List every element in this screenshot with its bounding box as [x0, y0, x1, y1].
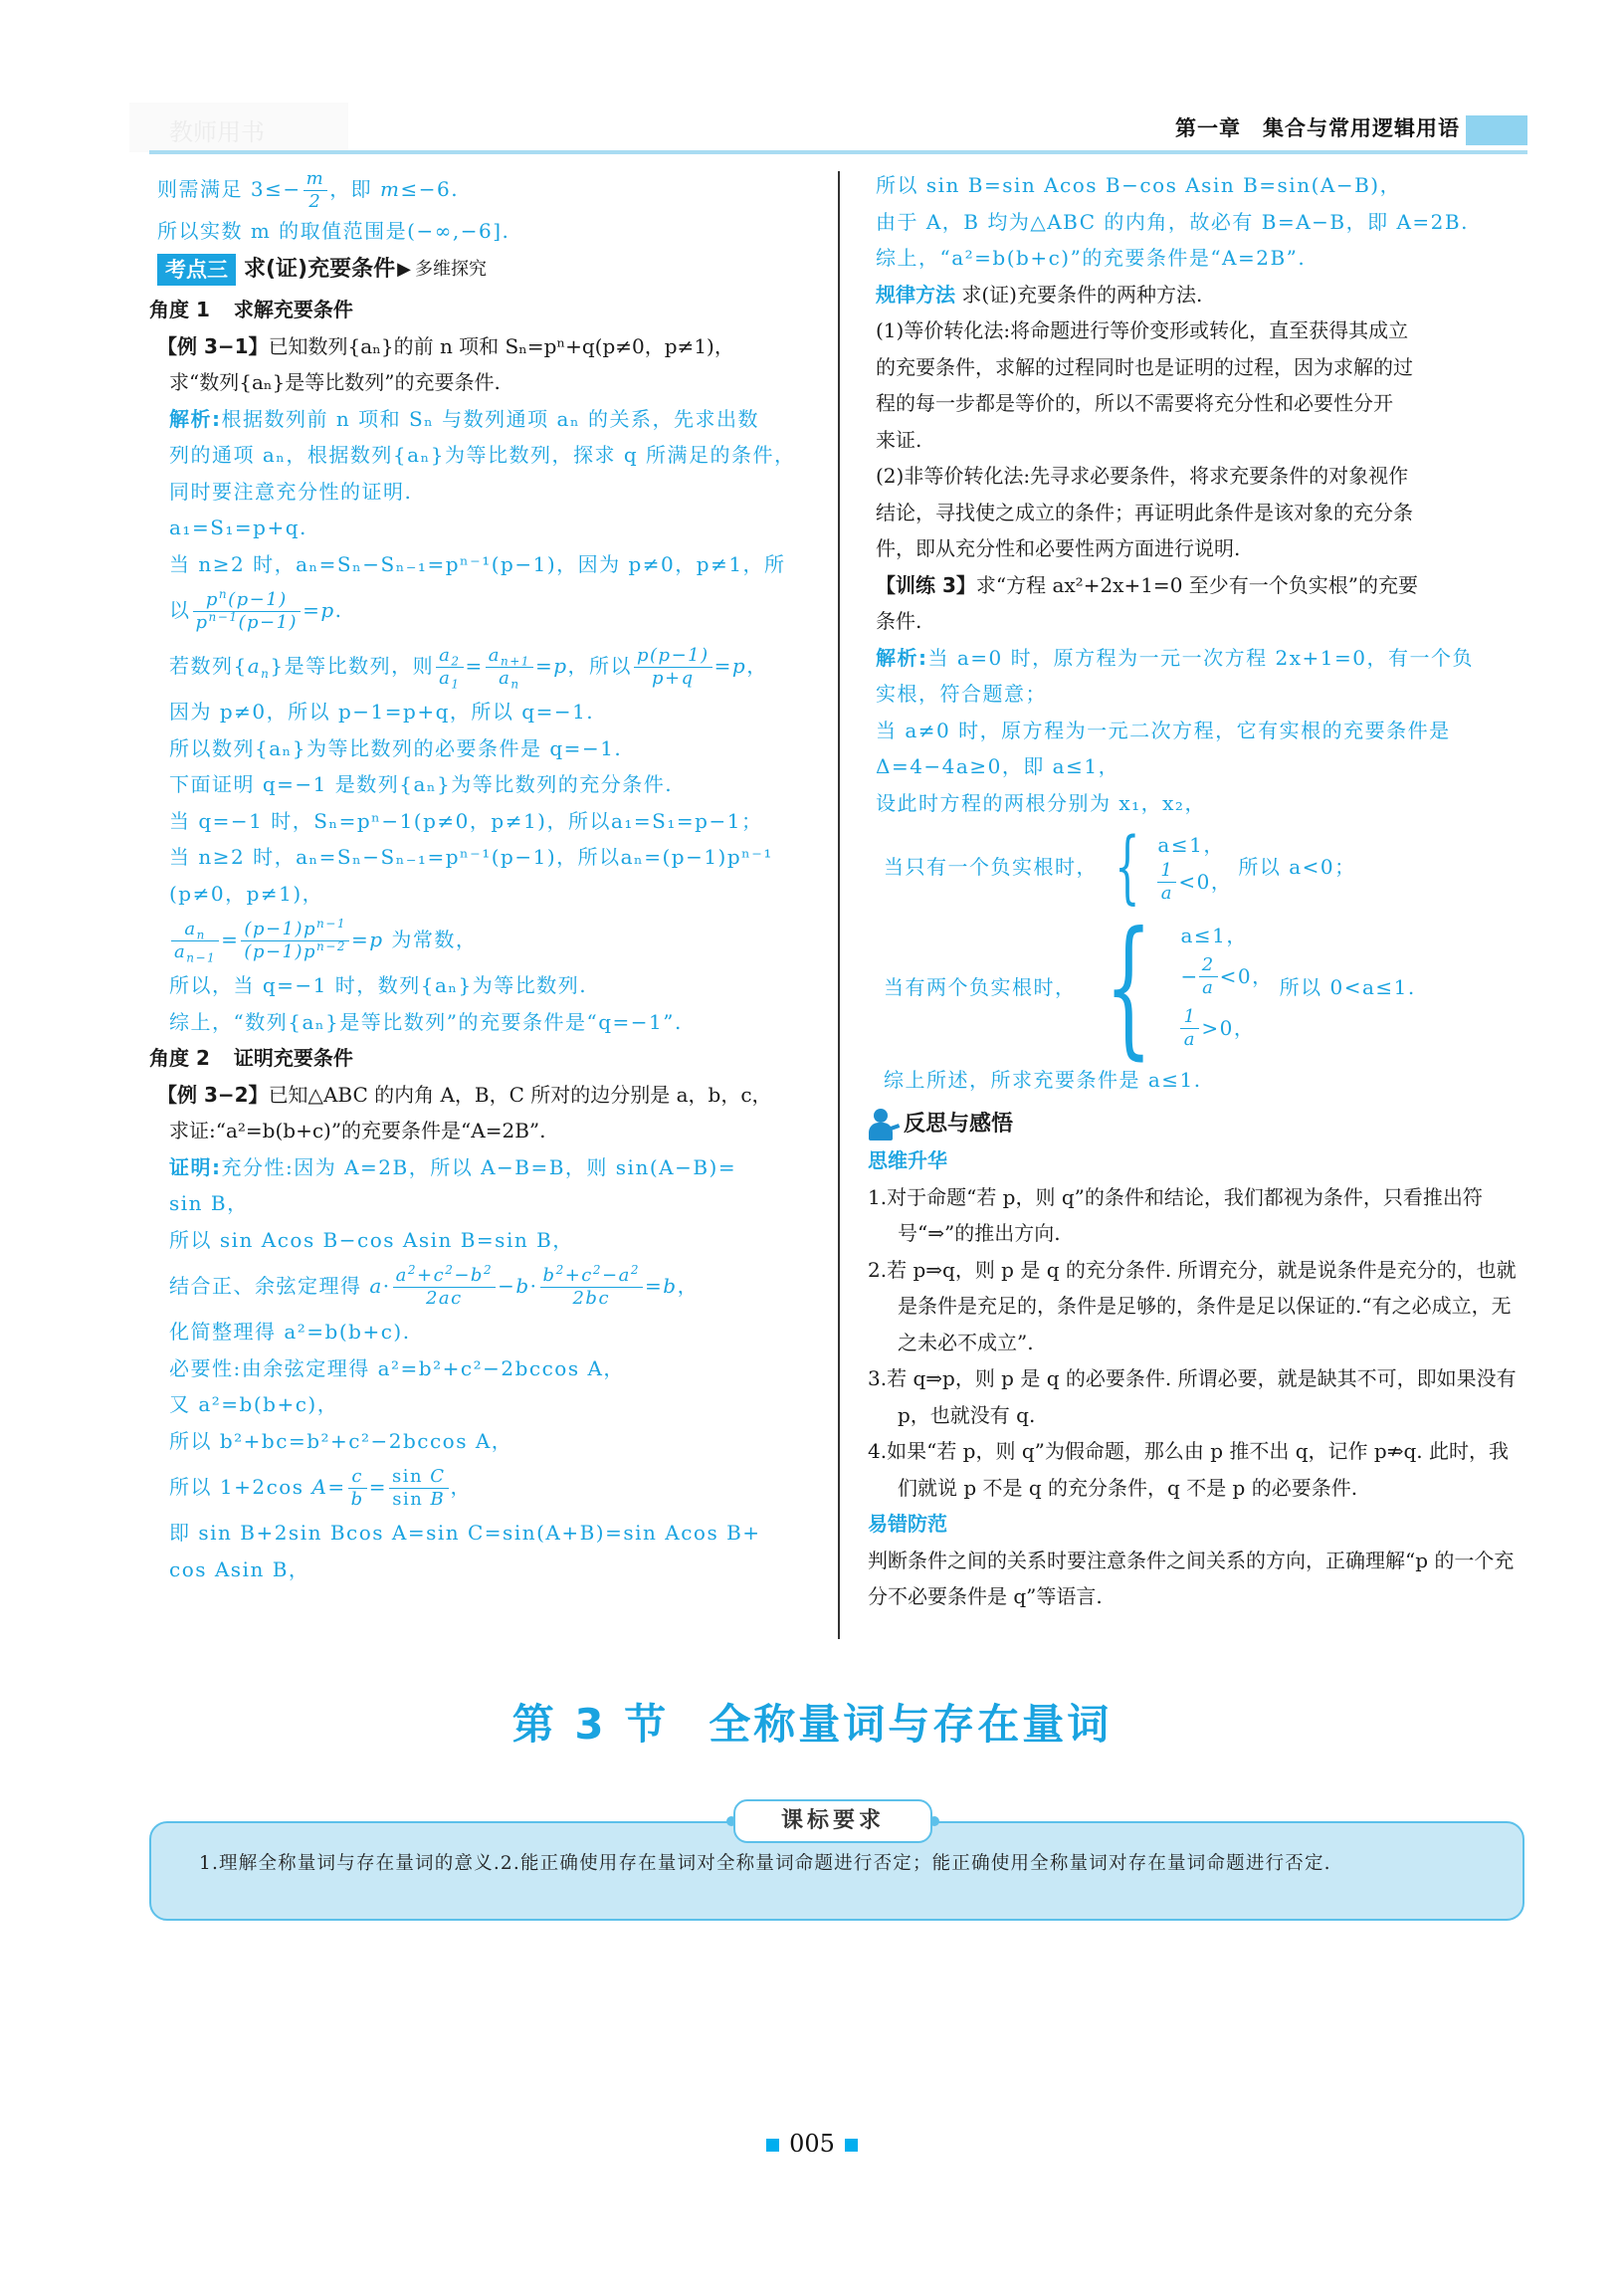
- continuation-line: 综上，“a²=b(b+c)”的充要条件是“A=2B”.: [876, 246, 1307, 270]
- example-1-q1: 已知数列{aₙ}的前 n 项和 Sₙ=pⁿ+q(p≠0，p≠1)，: [268, 333, 734, 358]
- reflection-item: [868, 1252, 1522, 1361]
- case-one-negative-root: [876, 821, 1522, 913]
- example-1-analysis: [157, 401, 814, 438]
- case-1-conditions: [1157, 830, 1232, 905]
- reflection-title: 反思与感悟: [904, 1111, 1014, 1137]
- angle-2-heading: [149, 1040, 814, 1077]
- training-conclusion: 综上所述，所求充要条件是 a≤1.: [884, 1068, 1202, 1092]
- continuation-line: 由于 A，B 均为△ABC 的内角，故必有 B=A−B，即 A=2B.: [876, 209, 1469, 234]
- proof-line-fraction: 结合正、余弦定理得 a· $\frac{a^2+c^2-b^2}{2ac}$ −b· $\frac{b^2+c^2-a^2}{2bc}$ =b，: [169, 1263, 700, 1309]
- continuation-line: 所以 sin B=sin Acos B−cos Asin B=sin(A−B)，: [876, 173, 1402, 197]
- method-line: 程的每一步都是等价的，所以不需要将充分性和必要性分开: [876, 391, 1393, 415]
- example-2-q1: 已知△ABC 的内角 A，B，C 所对的边分别是 a，b，c，: [268, 1082, 772, 1107]
- example-2-q2: 求证:“a²=b(b+c)”的充要条件是“A=2B”.: [169, 1119, 546, 1142]
- reflection-item: [868, 1179, 1522, 1252]
- case-2-result: 所以 0<a≤1.: [1279, 974, 1416, 999]
- method-title: 求(证)充要条件的两种方法.: [961, 282, 1203, 307]
- method-heading: [876, 277, 1522, 313]
- example-1-tag: 【例 3−1】: [157, 333, 269, 358]
- method-line: (1)等价转化法:将命题进行等价变形或转化，直至获得其成立: [876, 318, 1409, 342]
- training-tag: 【训练 3】: [876, 572, 976, 597]
- example-1-q2: 求“数列{aₙ}是等比数列”的充要条件.: [169, 370, 501, 394]
- angle-2-label: 角度 2: [149, 1046, 210, 1070]
- example-1-question: [157, 328, 814, 365]
- kaodian-badge: 考点三: [157, 254, 236, 286]
- proof-line: 必要性:由余弦定理得 a²=b²+c²−2bccos A，: [169, 1355, 625, 1380]
- pitfall-heading: 易错防范: [868, 1512, 947, 1536]
- thinking-heading: 思维升华: [868, 1148, 947, 1172]
- item-num: 1.: [868, 1184, 888, 1209]
- method-line: 件，即从充分性和必要性两方面进行说明.: [876, 536, 1241, 560]
- item-text: 如果“若 p，则 q”为假命题，那么由 p 推不出 q，记作 p⇏q. 此时，我们就说 p 不是 q 的充分条件，q 不是 p 的必要条件.: [887, 1439, 1509, 1500]
- analysis-line: 列的通项 aₙ，根据数列{aₙ}为等比数列，探求 q 所满足的条件，: [169, 443, 796, 467]
- proof-line-fraction: 所以 1+2cos A= $\frac{c}{b}$ = $\frac{\text{sin C}}{\text{sin B}}$ ，: [169, 1466, 473, 1510]
- solution-line: 下面证明 q=−1 是数列{aₙ}为等比数列的充分条件.: [169, 772, 674, 796]
- reflection-item: [868, 1360, 1522, 1433]
- example-2-tag: 【例 3−2】: [157, 1082, 269, 1107]
- training-line: 设此时方程的两根分别为 x₁，x₂，: [876, 790, 1206, 815]
- training-line: Δ=4−4a≥0，即 a≤1，: [876, 754, 1120, 778]
- kaodian-subtitle: 多维探究: [414, 258, 487, 280]
- intro-line-1: 则需满足 3≤− $\frac{m}{2}$ ，即 m≤−6.: [157, 168, 460, 212]
- pitfall-text: 判断条件之间的关系时要注意条件之间关系的方向，正确理解“p 的一个充分不必要条件是 q”等语言.: [868, 1548, 1515, 1608]
- training-line: 实根，符合题意；: [876, 682, 1047, 706]
- method-line: 的充要条件，求解的过程同时也是证明的过程，因为求解的过: [876, 354, 1413, 379]
- chapter-tab: [1466, 115, 1527, 145]
- section-title: [0, 1692, 1624, 1752]
- solution-line: 当 n≥2 时，aₙ=Sₙ−Sₙ₋₁=pⁿ⁻¹(p−1)，所以aₙ=(p−1)pⁿ⁻¹: [169, 845, 773, 869]
- training-line: 当 a≠0 时，原方程为一元二次方程，它有实根的充要条件是: [876, 718, 1451, 742]
- condition: a≤1，: [1180, 924, 1248, 947]
- proof-label: 证明:: [169, 1154, 222, 1179]
- method-line: (2)非等价转化法:先寻求必要条件，将求充要条件的对象视作: [876, 464, 1409, 488]
- training-question: [876, 567, 1522, 604]
- method-line: 结论，寻找使之成立的条件；再证明此条件是该对象的充分条: [876, 500, 1413, 524]
- section-name: 全称量词与存在量词: [709, 1700, 1113, 1749]
- curriculum-text: 1.理解全称量词与存在量词的意义.2.能正确使用存在量词对全称量词命题进行否定；能正确使用全称量词对存在量词命题进行否定.: [199, 1853, 1331, 1874]
- solution-line-fraction: 若数列$\{a_n\}$是等比数列，则 $\frac{a_2}{a_1}$ = $\frac{a_{n+1}}{a_n}$ =p，所以 $\frac{p(p-1)}{p+q}$ =p，: [169, 645, 768, 692]
- solution-line: (p≠0，p≠1)，: [169, 881, 324, 906]
- proof-line: cos Asin B，: [169, 1556, 310, 1581]
- item-text: 若 q⇒p，则 p 是 q 的必要条件. 所谓必要，就是缺其不可，即如果没有 p，也就没有 q.: [887, 1366, 1517, 1427]
- square-icon: [766, 2139, 779, 2152]
- case-2-prefix: 当有两个负实根时，: [884, 974, 1077, 999]
- case-1-prefix: 当只有一个负实根时，: [884, 854, 1098, 879]
- proof-line: 即 sin B+2sin Bcos A=sin C=sin(A+B)=sin Acos B+: [169, 1521, 761, 1545]
- solution-line-fraction: $\frac{a_n}{a_{n-1}}$ = $\frac{(p-1)p^{n-1}}{(p-1)p^{n-2}}$ =p 为常数，: [157, 912, 814, 967]
- kaodian-heading: [157, 252, 814, 289]
- condition-fraction: $\frac{1}{a}$ >0，: [1180, 1002, 1273, 1054]
- curriculum-label: 课标要求: [733, 1799, 932, 1843]
- chapter-heading: [1175, 112, 1460, 142]
- example-2-proof: [157, 1149, 814, 1186]
- solution-line: 当 q=−1 时，Sₙ=pⁿ−1(p≠0，p≠1)，所以a₁=S₁=p−1；: [169, 808, 763, 833]
- page-number: 005: [789, 2130, 835, 2158]
- solution-line: 当 n≥2 时，aₙ=Sₙ−Sₙ₋₁=pⁿ⁻¹(p−1)，因为 p≠0，p≠1，所: [169, 551, 786, 576]
- page-footer: [0, 2130, 1624, 2158]
- training-analysis: [876, 640, 1522, 677]
- proof-line: 化简整理得 a²=b(b+c).: [169, 1320, 411, 1344]
- condition: a≤1，: [1157, 832, 1225, 857]
- proof-line: sin B，: [169, 1191, 249, 1215]
- analysis-label: 解析:: [169, 406, 222, 431]
- solution-line: 因为 p≠0，所以 p−1=p+q，所以 q=−1.: [169, 700, 595, 724]
- solution-line: 综上，“数列{aₙ}是等比数列”的充要条件是“q=−1”.: [169, 1009, 683, 1034]
- item-num: 3.: [868, 1366, 888, 1390]
- angle-1-heading: [149, 292, 814, 328]
- kaodian-title: 求(证)充要条件: [244, 256, 396, 282]
- proof-line: 所以 b²+bc=b²+c²−2bccos A，: [169, 1428, 513, 1453]
- item-text: 若 p⇒q，则 p 是 q 的充分条件. 所谓充分，就是说条件是充分的，也就是条件是充足的，条件是足够的，条件是足以保证的.“有之必成立，无之未必不成立”.: [887, 1257, 1517, 1354]
- reflection-item: [868, 1433, 1522, 1506]
- analysis-label: 解析:: [876, 645, 928, 670]
- case-1-result: 所以 a<0；: [1238, 854, 1356, 879]
- solution-line: 所以，当 q=−1 时，数列{aₙ}为等比数列.: [169, 973, 588, 997]
- analysis-line: 同时要注意充分性的证明.: [169, 479, 413, 504]
- item-num: 4.: [868, 1439, 888, 1463]
- chapter-label: 第一章: [1175, 116, 1241, 140]
- item-text: 对于命题“若 p，则 q”的条件和结论，我们都视为条件，只看推出符号“⇒”的推出方向.: [887, 1184, 1483, 1245]
- solution-line: a₁=S₁=p+q.: [169, 516, 307, 539]
- left-brace-icon: {: [1115, 820, 1141, 913]
- header-rule: [149, 150, 1527, 154]
- training-q1: 求“方程 ax²+2x+1=0 至少有一个负实根”的充要: [975, 572, 1419, 597]
- analysis-line: 根据数列前 n 项和 Sₙ 与数列通项 aₙ 的关系，先求出数: [221, 406, 759, 431]
- teacher-pointing-icon: [868, 1109, 900, 1140]
- angle-1-label: 角度 1: [149, 298, 210, 321]
- reflection-heading: [876, 1107, 1522, 1143]
- square-icon: [845, 2139, 858, 2152]
- proof-line: 所以 sin Acos B−cos Asin B=sin B，: [169, 1227, 574, 1252]
- case-two-negative-roots: [876, 901, 1522, 1074]
- triangle-arrow-icon: ▶: [397, 258, 411, 280]
- method-line: 来证.: [876, 427, 922, 452]
- solution-line-fraction: 以 $\frac{p^n(p-1)}{p^{n-1}(p-1)}$ =p.: [169, 587, 343, 633]
- chapter-title: 集合与常用逻辑用语: [1263, 116, 1460, 140]
- watermark: 教师用书: [129, 103, 348, 152]
- running-header: [149, 112, 1527, 152]
- case-2-conditions: [1180, 921, 1273, 1054]
- example-2-question: [157, 1077, 814, 1114]
- curriculum-box: [149, 1808, 1524, 1921]
- condition-fraction: − $\frac{2}{a}$ <0，: [1180, 953, 1274, 998]
- training-line: 当 a=0 时，原方程为一元一次方程 2x+1=0，有一个负: [927, 645, 1474, 670]
- section-number: 第 3 节: [511, 1700, 670, 1749]
- training-q2: 条件.: [876, 609, 922, 633]
- intro-line-2: 所以实数 m 的取值范围是(−∞,−6].: [157, 219, 510, 243]
- proof-line: 又 a²=b(b+c)，: [169, 1392, 339, 1416]
- solution-line: 所以数列{aₙ}为等比数列的必要条件是 q=−1.: [169, 735, 623, 760]
- condition-fraction: $\frac{1}{a}$ <0，: [1157, 860, 1232, 905]
- method-label: 规律方法: [876, 282, 955, 307]
- column-divider: [838, 171, 840, 1639]
- right-column: [868, 167, 1522, 1615]
- left-column: [149, 167, 814, 1587]
- proof-line: 充分性:因为 A=2B，所以 A−B=B，则 sin(A−B)=: [221, 1154, 737, 1179]
- left-brace-icon: {: [1104, 901, 1153, 1074]
- angle-2-title: 证明充要条件: [233, 1046, 353, 1070]
- angle-1-title: 求解充要条件: [233, 298, 353, 321]
- item-num: 2.: [868, 1257, 888, 1282]
